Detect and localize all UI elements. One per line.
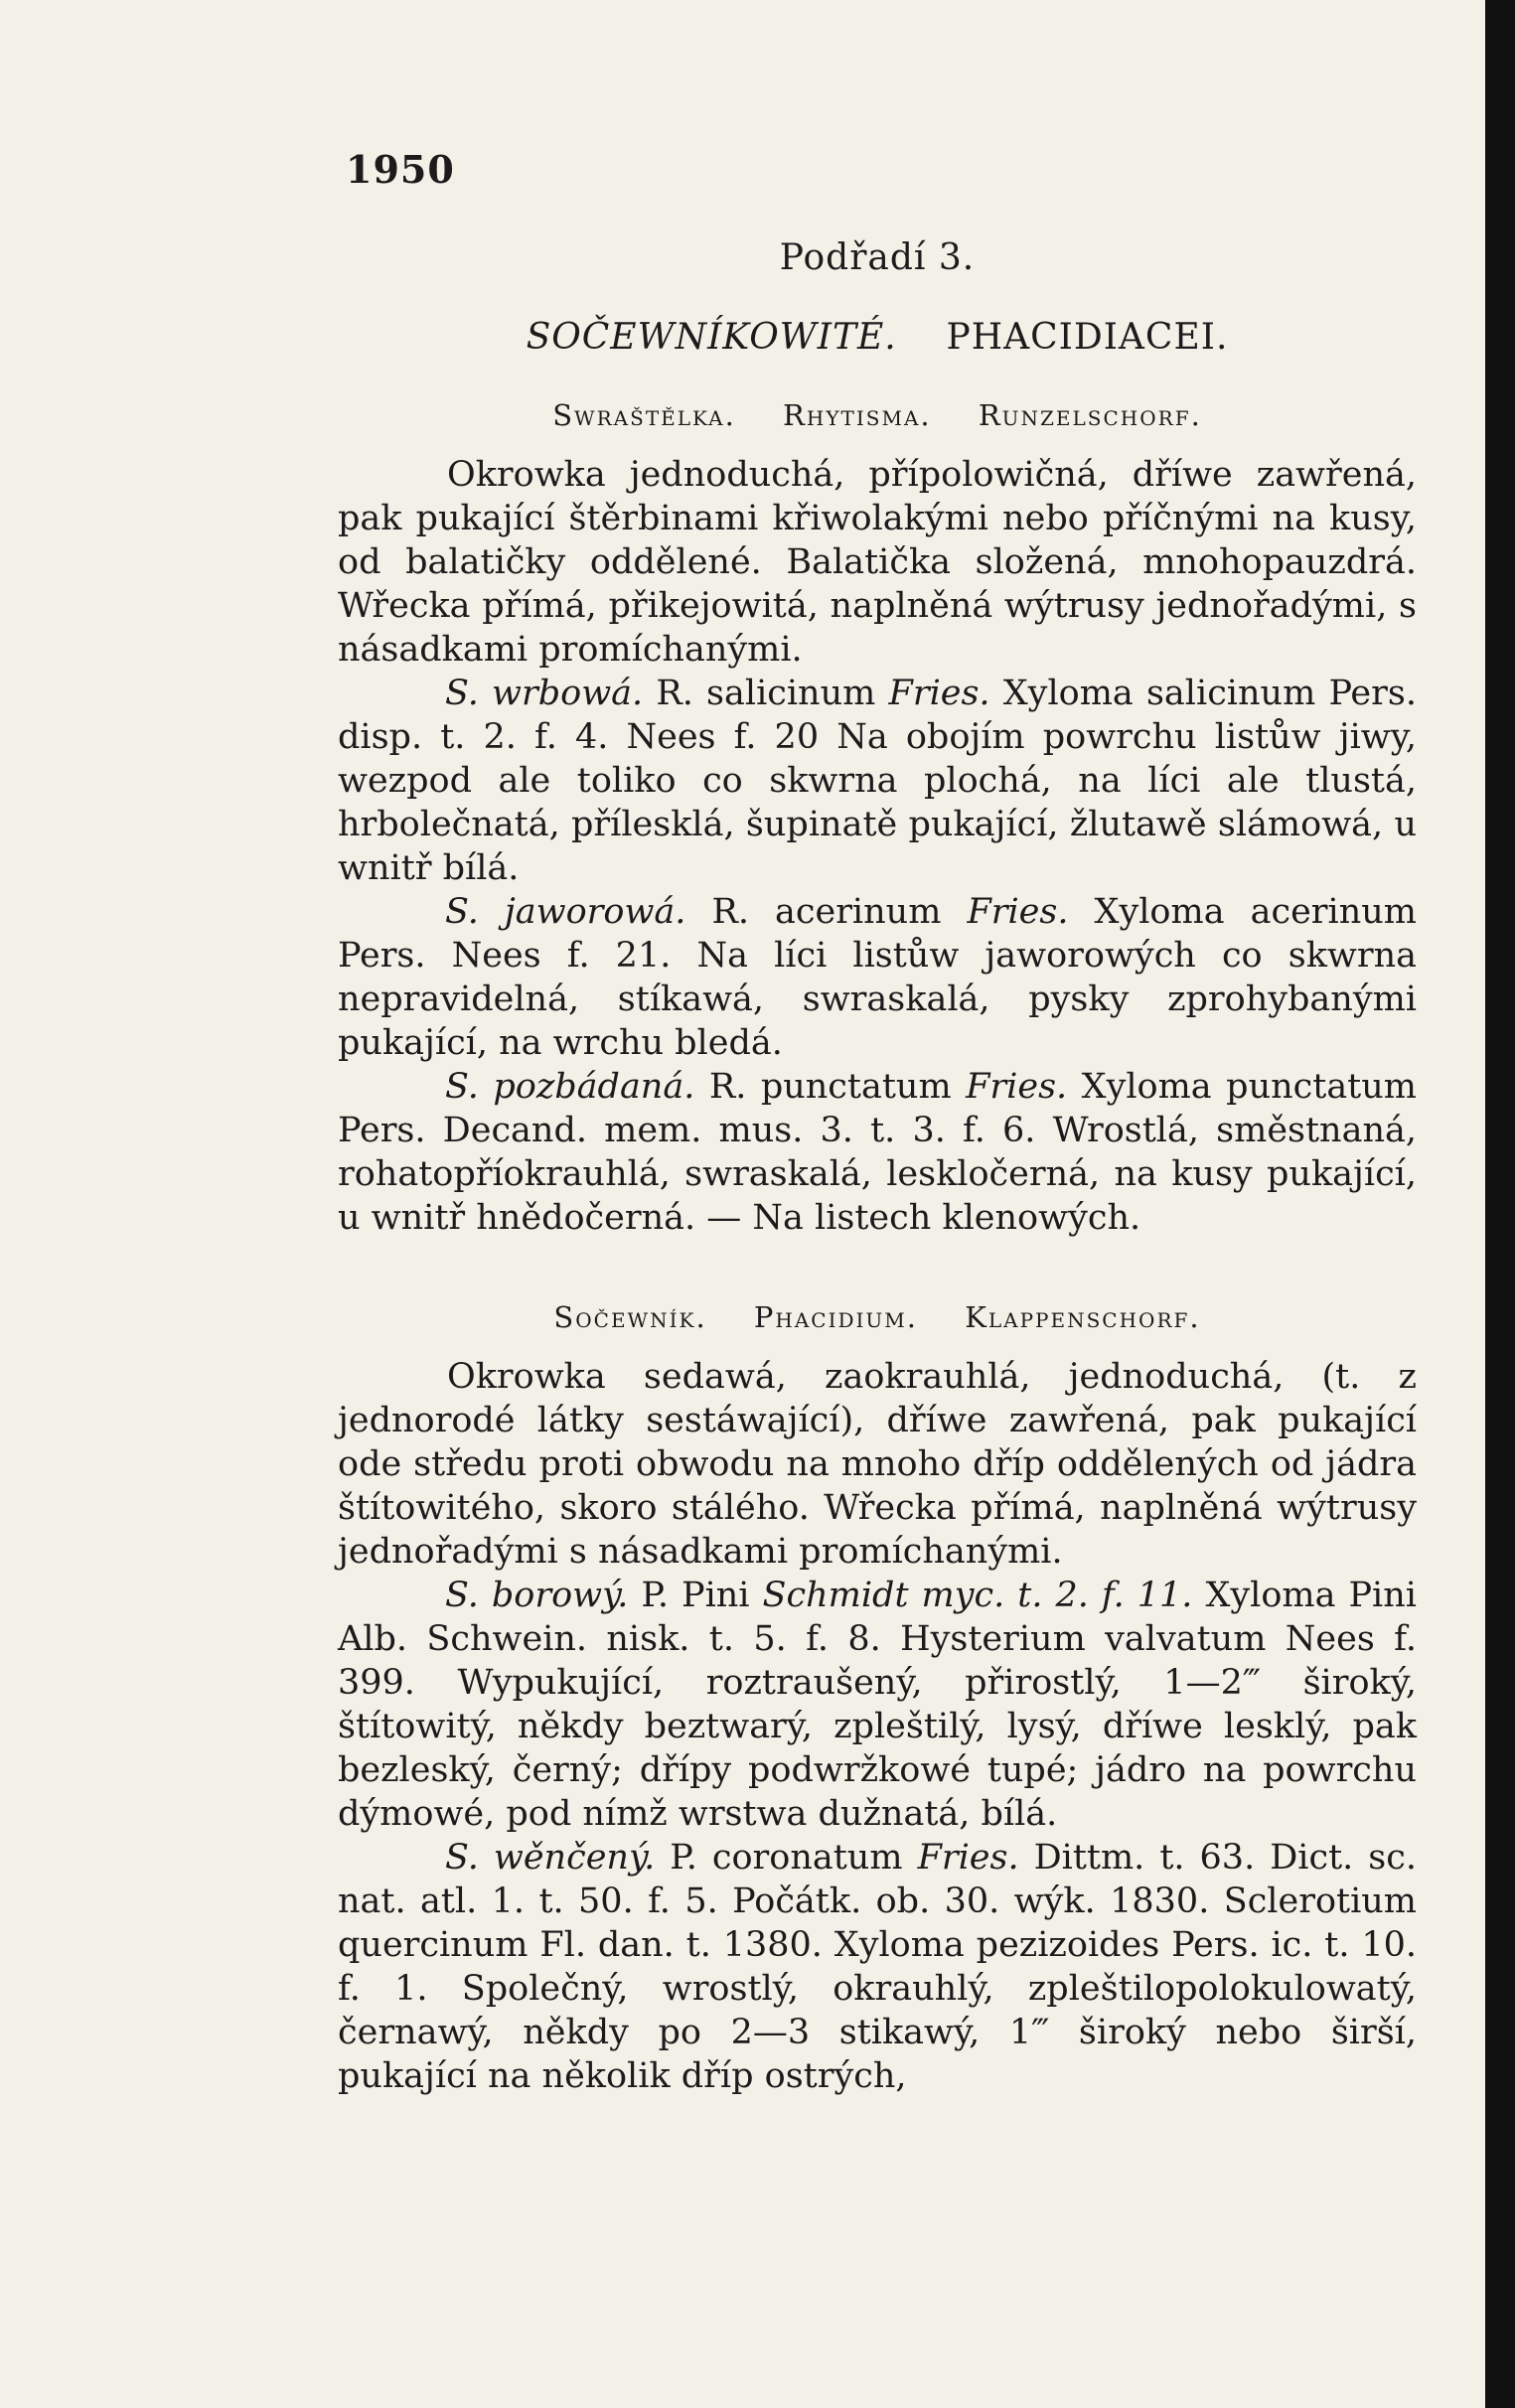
species-latin: R. punctatum — [708, 1067, 952, 1107]
species-text: Wrostlá, směstnaná, rohatopříokrauhlá, swraskalá, leskločerná, na kusy pukající, u wnitř hnědočerná. — Na listech klenowých. — [338, 1111, 1417, 1238]
genus-description: Okrowka sedawá, zaokrauhlá, jednoduchá, (t. z jednorodé látky sestáwající), dříwe zawřená, pak pukající ode středu proti obwodu na mnoho dříp oddělených od jádra štítowitého, skoro stálého. Wřecka přímá, naplněná wýtrusy jednořadými s násadkami promíchanými. — [338, 1357, 1417, 1572]
species-name: S. wrbowá. — [445, 674, 644, 713]
family-czech: SOČEWNÍKOWITÉ. — [526, 317, 897, 358]
genus-german: Runzelschorf. — [978, 398, 1202, 432]
suborder-heading: Podřadí 3. — [779, 237, 976, 278]
species-latin: P. coronatum — [670, 1838, 903, 1878]
species-text: Wypukující, roztraušený, přirostlý, 1—2‴ široký, štítowitý, někdy beztwarý, zpleštilý, lysý, dříwe lesklý, pak bezleský, černý; dřípy podwržkowé tupé; jádro na powrchu dýmowé, pod nímž wrstwa dužnatá, bílá. — [338, 1663, 1417, 1834]
genus-heading-phacidium — [338, 1295, 1417, 1339]
genus-latin: Phacidium. — [753, 1300, 918, 1334]
species-latin: P. Pini — [641, 1576, 750, 1615]
genus-german: Klappenschorf. — [965, 1300, 1201, 1334]
species-name: S. pozbádaná. — [445, 1067, 695, 1107]
species-refs: Dittm. t. 63. Dict. sc. nat. atl. 1. t. 50. f. 5. Počátk. ob. 30. wýk. 1830. Sclerotium quercinum Fl. dan. t. 1380. Xyloma pezizoides Pers. ic. t. 10. f. 1. — [338, 1838, 1417, 2009]
genus-heading-rhytisma — [338, 393, 1417, 437]
species-author: Fries. — [917, 1838, 1019, 1878]
species-entry — [338, 672, 1417, 890]
species-name: S. wěnčený. — [445, 1838, 656, 1878]
section-gap — [338, 1240, 1417, 1295]
species-latin: R. acerinum — [711, 892, 942, 932]
species-text: Na obojím powrchu listůw jiwy, wezpod ale toliko co skwrna plochá, na líci ale tlustá, hrbolečnatá, přílesklá, šupinatě pukající, žlutawě slámowá, u wnitř bílá. — [338, 717, 1417, 888]
species-text: Společný, wrostlý, okrauhlý, zpleštilopolokulowatý, černawý, někdy po 2—3 stikawý, 1‴ široký nebo širší, pukající na několik dříp ostrých, — [338, 1969, 1417, 2096]
species-refs: Xyloma salicinum Pers. disp. t. 2. f. 4. Nees f. 20 — [338, 674, 1417, 757]
species-entry — [338, 1836, 1417, 2098]
genus-czech: Swraštělka. — [552, 398, 736, 432]
genus-description: Okrowka jednoduchá, přípolowičná, dříwe zawřená, pak pukající štěrbinami křiwolakými nebo příčnými na kusy, od balatičky oddělené. Balatička složená, mnohopauzdrá. Wřecka přímá, přikejowitá, naplněná wýtrusy jednořadými, s násadkami promíchanými. — [338, 455, 1417, 670]
family-latin: PHACIDIACEI. — [946, 317, 1229, 358]
species-name: S. jaworowá. — [445, 892, 686, 932]
species-text: Na líci listůw jaworowých co skwrna nepravidelná, stíkawá, swraskalá, pysky zprohybanými pukající, na wrchu bledá. — [338, 936, 1417, 1063]
species-author: Fries. — [967, 892, 1069, 932]
genus-latin: Rhytisma. — [783, 398, 932, 432]
species-entry — [338, 1065, 1417, 1240]
species-author: Fries. — [966, 1067, 1068, 1107]
species-refs: Xyloma acerinum Pers. Nees f. 21. — [338, 892, 1417, 976]
species-refs: Xyloma punctatum Pers. Decand. mem. mus. 3. t. 3. f. 6. — [338, 1067, 1417, 1150]
page-number: 1950 — [346, 147, 455, 192]
species-author: Schmidt myc. t. 2. f. 11. — [762, 1576, 1193, 1615]
page-content — [338, 226, 1417, 2098]
species-latin: R. salicinum — [656, 674, 876, 713]
species-name: S. borowý. — [445, 1576, 629, 1615]
species-refs: Xyloma Pini Alb. Schwein. nisk. t. 5. f. 8. Hysterium valvatum Nees f. 399. — [338, 1576, 1417, 1703]
species-entry — [338, 1574, 1417, 1836]
family-heading — [338, 316, 1417, 360]
genus-czech: Sočewník. — [553, 1300, 707, 1334]
species-author: Fries. — [888, 674, 990, 713]
species-entry — [338, 890, 1417, 1065]
